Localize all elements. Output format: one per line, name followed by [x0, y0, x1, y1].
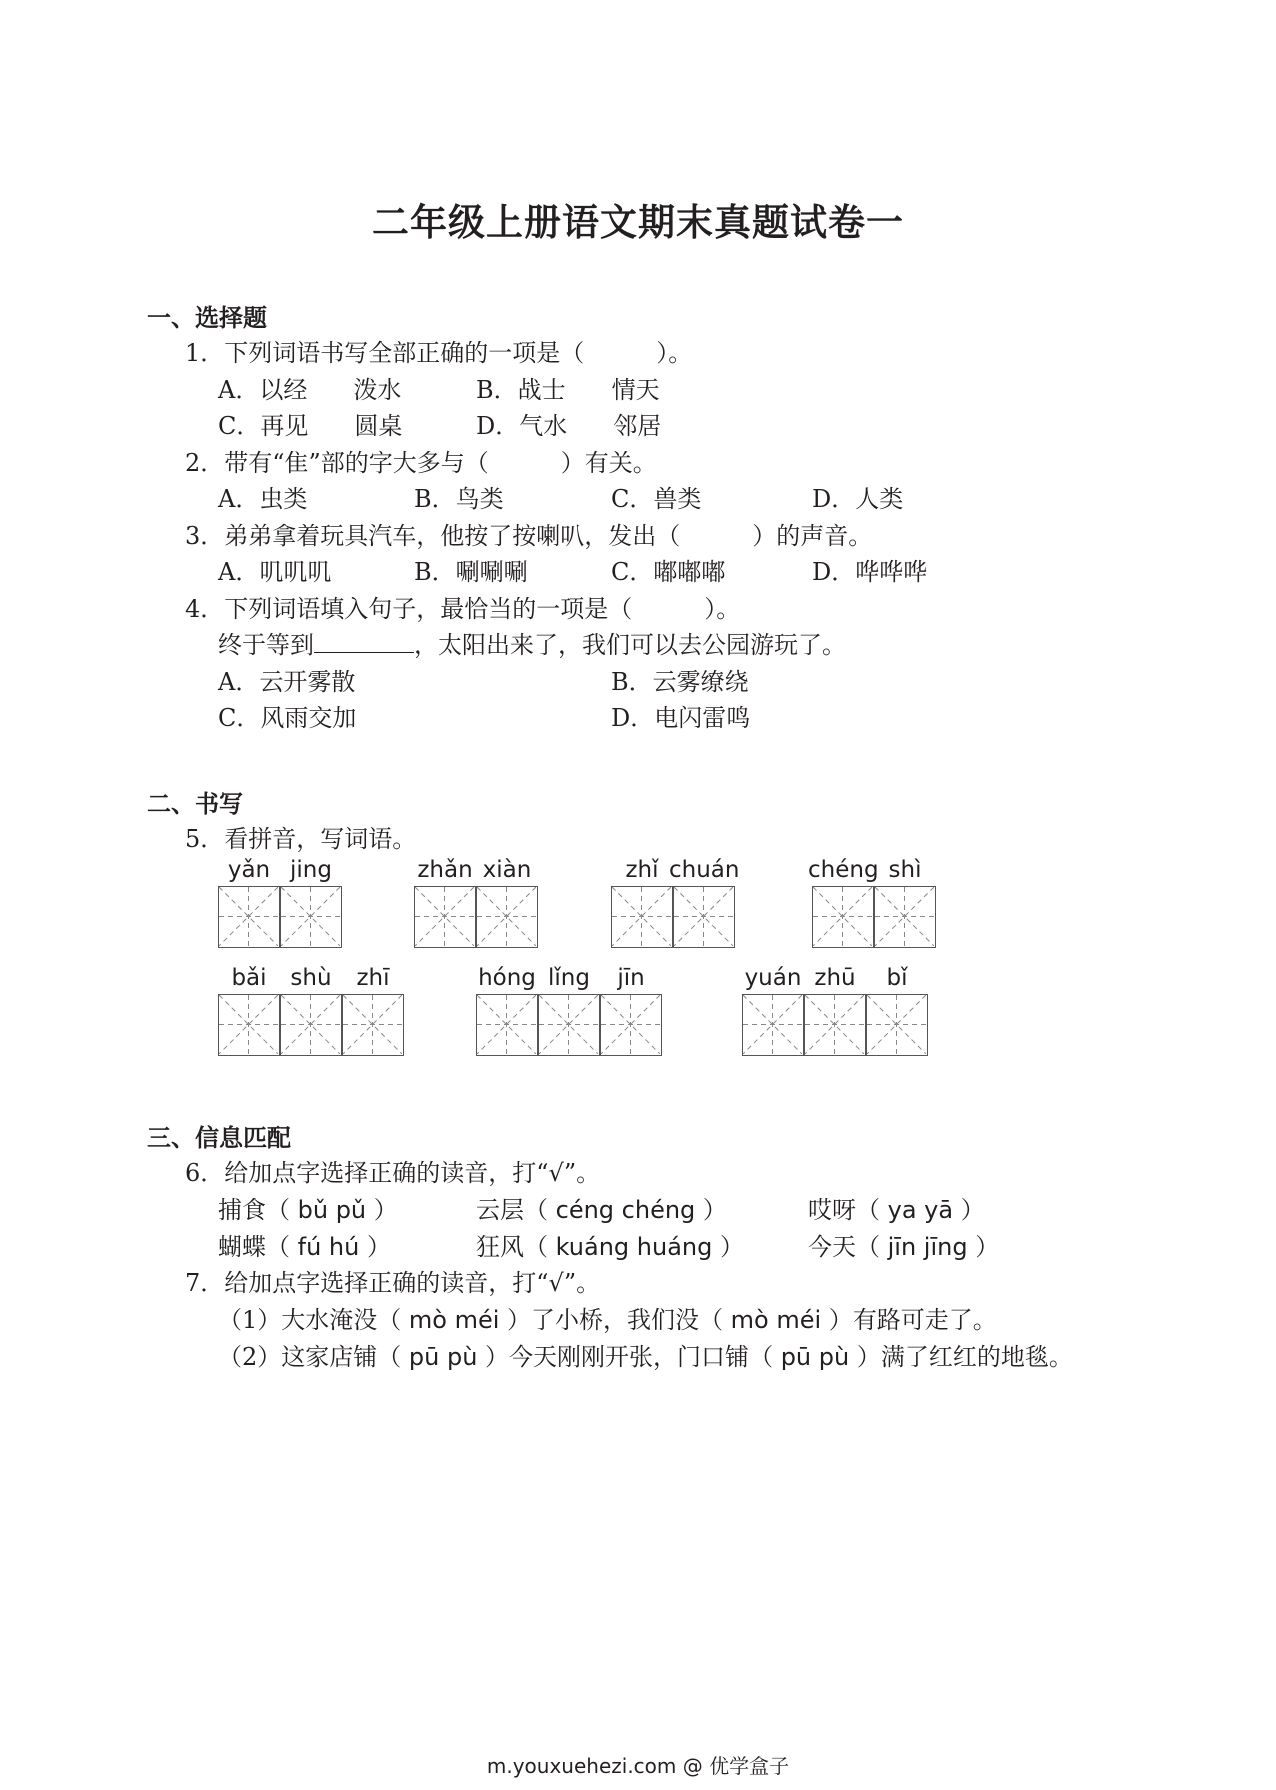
q6-item: 蝴蝶（ fú hú ）: [218, 1233, 391, 1261]
q1-option-c: C．再见 圆桌: [218, 412, 403, 440]
page-title: 二年级上册语文期末真题试卷一: [372, 201, 904, 244]
q3-option-b: B．唰唰唰: [414, 558, 528, 586]
q7-line-1: （1）大水淹没（ mò méi ）了小桥，我们没（ mò méi ）有路可走了。: [218, 1306, 997, 1334]
pinyin-label: jīn: [617, 965, 645, 991]
q1-option-d: D．气水 邻居: [476, 412, 662, 440]
q6-item: 捕食（ bǔ pǔ ）: [218, 1196, 398, 1224]
writing-box[interactable]: [611, 886, 673, 948]
pinyin-label: zhǎn: [417, 857, 473, 883]
pinyin-label: bǐ: [886, 965, 908, 991]
q2-stem: 2．带有“隹”部的字大多与（ ）有关。: [185, 449, 657, 477]
writing-box[interactable]: [804, 994, 866, 1056]
q4-option-a: A．云开雾散: [218, 668, 356, 696]
writing-box[interactable]: [538, 994, 600, 1056]
writing-box[interactable]: [874, 886, 936, 948]
pinyin-label: chuán: [669, 857, 740, 883]
writing-box[interactable]: [342, 994, 404, 1056]
q3-option-a: A．叽叽叽: [218, 558, 332, 586]
writing-box[interactable]: [280, 994, 342, 1056]
writing-box[interactable]: [600, 994, 662, 1056]
pinyin-label: lǐng: [548, 965, 590, 991]
q1-option-b: B．战士 情天: [476, 376, 660, 404]
q3-option-d: D．哗哗哗: [812, 558, 928, 586]
pinyin-label: bǎi: [231, 965, 267, 991]
writing-box[interactable]: [742, 994, 804, 1056]
pinyin-label: zhǐ: [625, 857, 659, 883]
writing-box[interactable]: [673, 886, 735, 948]
q4-option-b: B．云雾缭绕: [611, 668, 749, 696]
q4-sentence: 终于等到 ，太阳出来了，我们可以去公园游玩了。: [218, 631, 846, 659]
q4-stem: 4．下列词语填入句子，最恰当的一项是（ ）。: [185, 595, 741, 623]
q6-item: 狂风（ kuáng huáng ）: [476, 1233, 744, 1261]
q4-option-d: D．电闪雷鸣: [611, 704, 751, 732]
writing-box[interactable]: [218, 886, 280, 948]
q7-stem: 7．给加点字选择正确的读音，打“√”。: [185, 1269, 601, 1297]
writing-box[interactable]: [414, 886, 476, 948]
pinyin-label: hóng: [478, 965, 536, 991]
pinyin-label: shì: [888, 857, 922, 883]
writing-box[interactable]: [218, 994, 280, 1056]
q6-stem: 6．给加点字选择正确的读音，打“√”。: [185, 1159, 601, 1187]
q5-stem: 5．看拼音，写词语。: [185, 825, 417, 853]
q2-option-d: D．人类: [812, 485, 904, 513]
writing-box[interactable]: [476, 886, 538, 948]
q1-stem: 1．下列词语书写全部正确的一项是（ ）。: [185, 339, 693, 367]
writing-box[interactable]: [812, 886, 874, 948]
q3-option-c: C．嘟嘟嘟: [611, 558, 726, 586]
pinyin-label: yuán: [744, 965, 802, 991]
pinyin-label: zhū: [814, 965, 856, 991]
q2-option-a: A．虫类: [218, 485, 308, 513]
pinyin-label: zhī: [356, 965, 390, 991]
q6-item: 今天（ jīn jīng ）: [808, 1233, 1000, 1261]
section-heading-choice: 一、选择题: [147, 304, 267, 332]
section-heading-matching: 三、信息匹配: [147, 1124, 291, 1152]
writing-box[interactable]: [866, 994, 928, 1056]
pinyin-label: shù: [290, 965, 332, 991]
pinyin-label: chéng: [808, 857, 879, 883]
pinyin-label: jing: [290, 857, 332, 883]
q4-option-c: C．风雨交加: [218, 704, 357, 732]
section-heading-writing: 二、书写: [147, 790, 243, 818]
q7-line-2: （2）这家店铺（ pū pù ）今天刚刚开张，门口铺（ pū pù ）满了红红的地毯。: [218, 1343, 1073, 1371]
q4-fill-blank[interactable]: [314, 630, 414, 653]
q3-stem: 3．弟弟拿着玩具汽车，他按了按喇叭，发出（ ）的声音。: [185, 522, 873, 550]
q2-option-b: B．鸟类: [414, 485, 504, 513]
writing-box[interactable]: [280, 886, 342, 948]
footer-watermark: m.youxuehezi.com @ 优学盒子: [486, 1754, 790, 1778]
pinyin-label: xiàn: [482, 857, 532, 883]
q6-item: 云层（ céng chéng ）: [476, 1196, 727, 1224]
q1-option-a: A．以经 泼水: [218, 376, 402, 404]
q6-item: 哎呀（ ya yā ）: [808, 1196, 985, 1224]
q2-option-c: C．兽类: [611, 485, 702, 513]
writing-box[interactable]: [476, 994, 538, 1056]
pinyin-label: yǎn: [227, 857, 271, 883]
